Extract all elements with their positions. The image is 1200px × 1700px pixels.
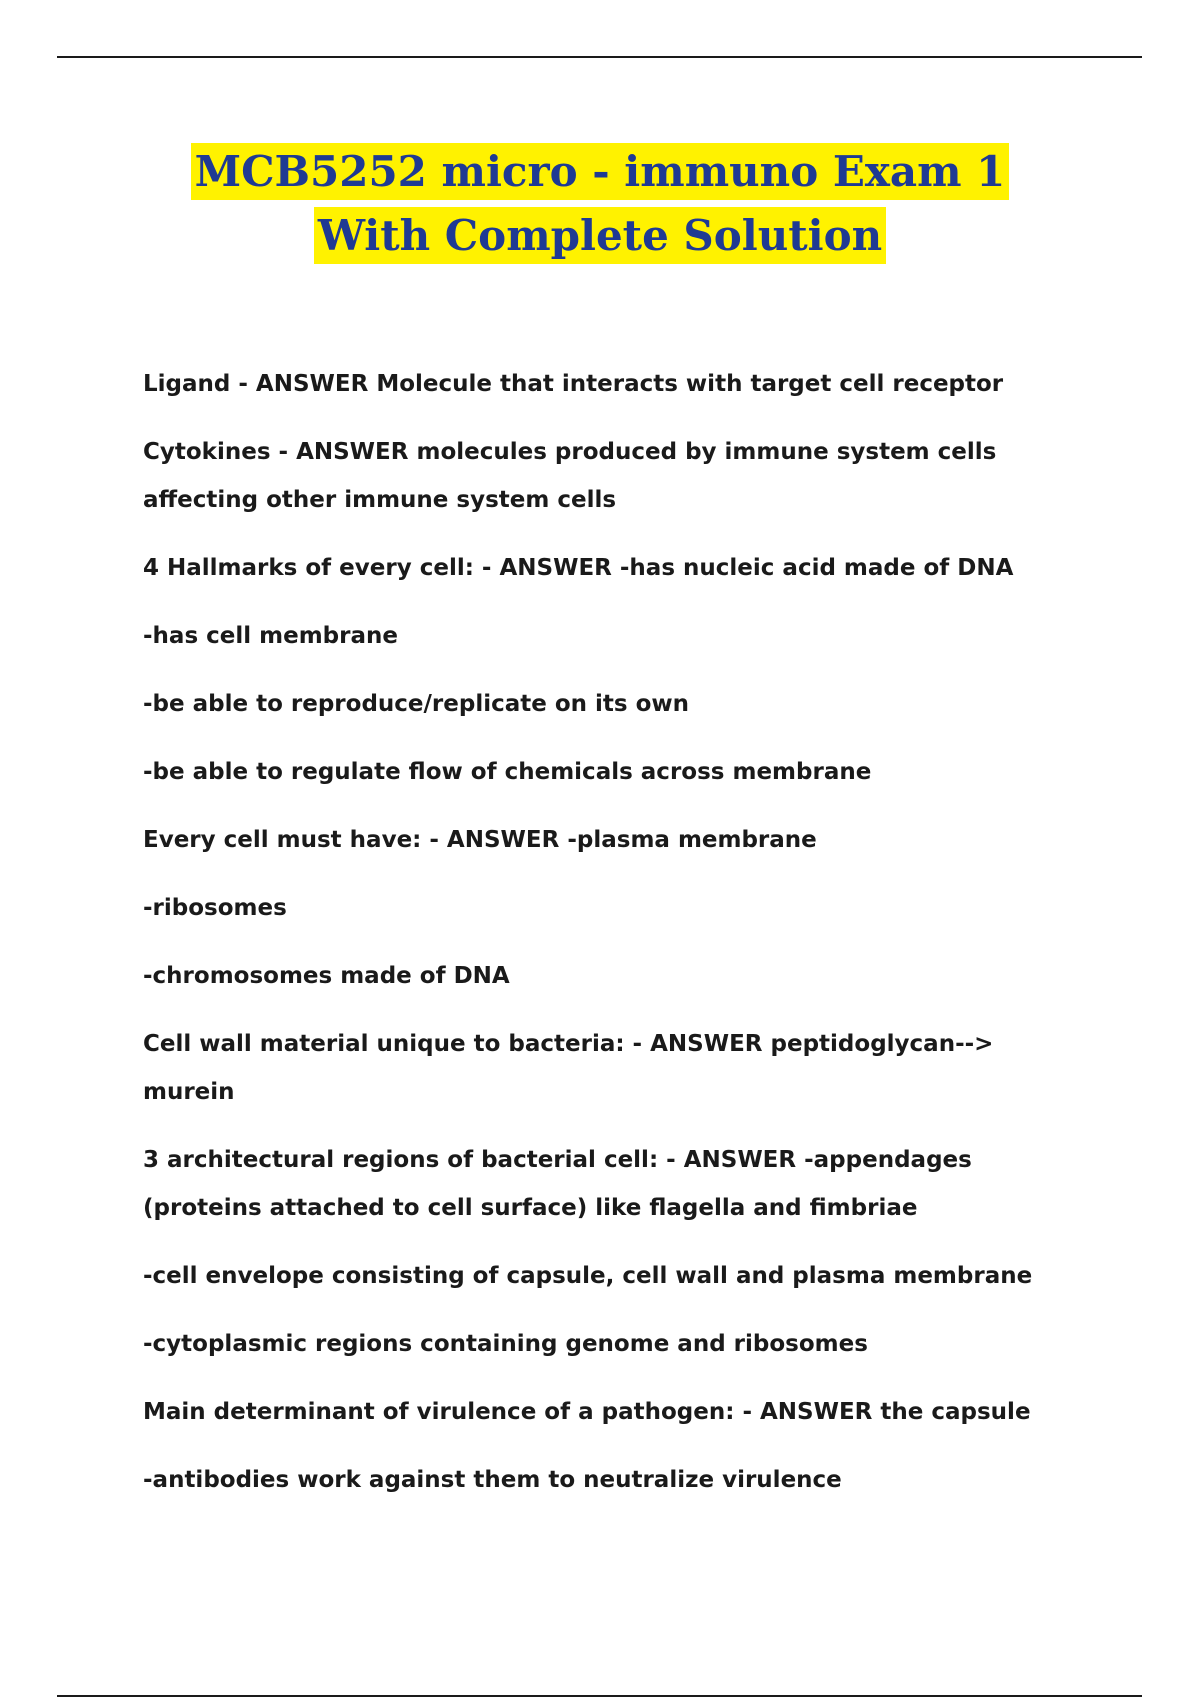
document-body [143, 360, 1078, 1524]
list-item: -cytoplasmic regions containing genome and ribosomes [143, 1331, 868, 1357]
list-item: -be able to reproduce/replicate on its own [143, 691, 690, 717]
footer-rule [57, 1695, 1142, 1697]
header-rule [57, 56, 1142, 58]
qa-hallmarks: 4 Hallmarks of every cell: - ANSWER -has nucleic acid made of DNA [143, 555, 1014, 581]
list-item: -antibodies work against them to neutralize virulence [143, 1467, 842, 1493]
qa-every-cell: Every cell must have: - ANSWER -plasma membrane [143, 827, 817, 853]
list-item: -cell envelope consisting of capsule, cell wall and plasma membrane [143, 1263, 1033, 1289]
list-item: -chromosomes made of DNA [143, 963, 510, 989]
list-item: -ribosomes [143, 895, 287, 921]
qa-virulence: Main determinant of virulence of a pathogen: - ANSWER the capsule [143, 1399, 1031, 1425]
list-item: -be able to regulate flow of chemicals across membrane [143, 759, 872, 785]
qa-architectural-regions: 3 architectural regions of bacterial cell: - ANSWER -appendages (proteins attached to cell surface) like flagella and fimbriae [143, 1147, 972, 1221]
title-line-1: MCB5252 micro - immuno Exam 1 [191, 143, 1010, 200]
document-title [0, 140, 1200, 268]
qa-cytokines: Cytokines - ANSWER molecules produced by immune system cells affecting other immune system cells [143, 439, 997, 513]
qa-cell-wall: Cell wall material unique to bacteria: - ANSWER peptidoglycan--> murein [143, 1031, 994, 1105]
list-item: -has cell membrane [143, 623, 398, 649]
title-line-2: With Complete Solution [314, 207, 886, 264]
qa-ligand: Ligand - ANSWER Molecule that interacts with target cell receptor [143, 371, 1004, 397]
